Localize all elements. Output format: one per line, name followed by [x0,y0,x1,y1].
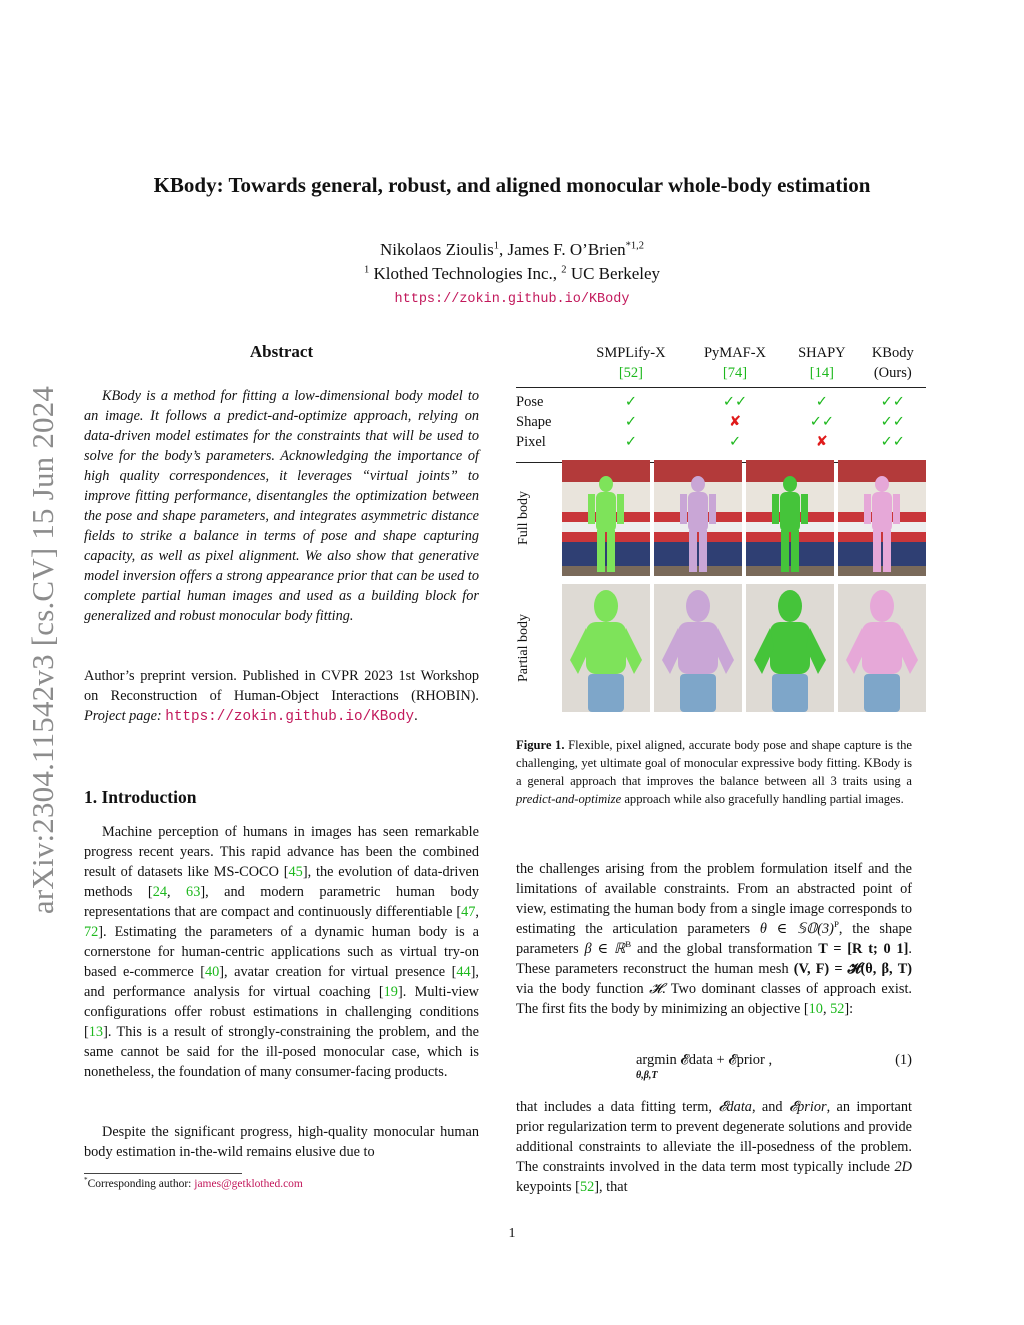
math-expression: 𝓗 [649,981,662,997]
abstract-text: KBody is a method for fitting a low-dimensional body model to an image. It follows a predict-and-optimize approach, relying on data-driven model estimates for the constraints that will be used to solve for the body’s parameters. Acknowledging the importance of high quality correspondences, it leverages “virtual joints” to improve fitting performance, disentangles the optimization between the pose and shape parameters, and integrates asymmetric distance fields to strike a balance in terms of pose and shape capturing capacity, as well as pixel alignment. We also show that generative model inversion offers a strong appearance prior that can be used to complete partial human images and used as a building block for generalized and robust monocular body fitting. [84,388,479,624]
partial-body-thumbnail [746,584,834,712]
overlay-torso [678,622,718,674]
text-run: ], that [594,1179,628,1195]
figure-row-label [512,584,536,712]
equation-subscript: θ,β,T [636,1070,658,1081]
citation-link[interactable]: 63 [186,884,201,900]
citation-link[interactable]: 19 [383,984,398,1000]
text-run: , [475,904,479,920]
overlay-shorts [772,674,808,712]
affiliation: Klothed Technologies Inc., [373,264,558,283]
row-label-text: Partial body [516,613,531,683]
citation-link[interactable]: 13 [88,1024,104,1040]
page-number: 1 [508,1226,516,1241]
text-run: keypoints [ [516,1179,580,1195]
text-run: , the shape parameters [516,921,912,957]
citation-link[interactable]: 72 [84,924,99,940]
footnote-mark: * [84,1176,88,1185]
check-mark: ✓✓ [809,414,835,430]
body-paragraph [516,859,912,1019]
overlay-head [783,476,797,492]
overlay-head [870,590,894,622]
text-run: ]. Estimating the parameters of a dynamic human body is a cornerstone for human-centric applications such as virtual try-on based e-commerce [ [84,924,479,980]
caption-label: Figure 1. [516,738,565,752]
method-header [860,343,926,388]
overlay-leg [699,530,707,572]
cross-mark: ✘ [784,432,859,463]
author-affil-mark: *1,2 [625,240,645,252]
partial-body-scene-image [562,584,650,712]
text-run: , and [751,1099,789,1115]
math-expression: β ∈ ℝ [584,941,626,957]
text-run: ]. This is a result of strongly-constraining the problem, and the same cannot be said for the ill-posed monocular case, which is nonetheless, the foundation of many consumer-facing products. [84,1024,479,1080]
table-row [516,412,926,432]
overlay-head [686,590,710,622]
table-corner [516,343,576,388]
method-header [686,343,784,388]
citation-link[interactable]: [14] [809,365,834,381]
email-link[interactable]: james@getklothed.com [194,1178,303,1190]
text-run: approach while also gracefully handling partial images. [621,792,904,806]
overlay-shorts [864,674,900,712]
check-mark: ✓✓ [860,432,926,463]
author-affil-mark: 1 [493,240,500,252]
overlay-leg [873,530,881,572]
project-page-end: . [414,708,418,724]
footnote-text: Corresponding author: [87,1178,195,1190]
text-run: Flexible, pixel aligned, accurate body pose and shape capture is the challenging, yet ultimate goal of monocular expressive body fitting. KBody is a general approach that improves the balance between all 3 traits using a [516,738,912,788]
figure-row-label [512,460,536,576]
overlay-torso [770,622,810,674]
overlay-arm [864,494,871,524]
footnote-rule [84,1173,242,1174]
text-run: ], and modern parametric human body representations that are compact and continuously differentiable [ [84,884,479,920]
text-run: ]. Multi-view configurations offer robust estimations in challenging conditions [ [84,984,479,1040]
citation-link[interactable]: 44 [456,964,471,980]
math-expression: θ ∈ 𝕊𝕆(3) [759,921,834,937]
check-mark: ✓✓ [880,414,905,430]
body-paragraph-2 [516,1097,912,1197]
author-line: Nikolaos Zioulis$^1$, James F. O’Brien$^{*1,2}$ [379,240,645,259]
check-mark: ✓✓ [722,394,748,410]
math-expression: 𝓔data [718,1099,752,1115]
full-body-scene-image [562,460,650,576]
text-run: , an important prior regularization term to prevent degenerate solutions and provide additional constraints to alleviate the ill-posedness of the problem. The constraints involved in the data term most typically include [516,1099,913,1175]
overlay-torso [872,492,892,532]
table-row [516,432,926,463]
math-expression: (V, F) = 𝓗(θ, β, T) [793,961,912,977]
affiliation: UC Berkeley [570,264,661,283]
row-label: Shape [516,414,552,430]
intro-paragraph-2: Despite the significant progress, high-quality monocular human body estimation in-the-wild remains elusive due to [84,1124,479,1160]
author-name: James F. O’Brien [507,240,626,259]
citation-link[interactable]: 45 [288,864,303,880]
overlay-arm [709,494,716,524]
emphasis: predict-and-optimize [516,792,622,806]
check-mark: ✓ [815,394,828,410]
section-heading: 1. Introduction [84,787,197,807]
text-run: ]: [844,1001,854,1017]
math-expression: T = [R t; 0 1] [818,941,909,957]
preprint-note [84,666,479,727]
text-run: , [166,884,187,900]
overlay-leg [781,530,789,572]
row-label-text: Full body [516,490,531,546]
overlay-head [778,590,802,622]
check-mark: ✓✓ [880,394,905,410]
overlay-arm [617,494,624,524]
method-header [784,343,859,388]
overlay-torso [862,622,902,674]
table-row [516,388,926,413]
arxiv-sidebar [25,360,60,940]
citation-link[interactable]: [52] [618,365,643,381]
overlay-arm [772,494,779,524]
full-body-thumbnail [746,460,834,576]
method-name: KBody [871,345,914,361]
footnote [84,1178,303,1190]
project-page-link[interactable]: https://zokin.github.io/KBody [165,709,415,725]
overlay-torso [586,622,626,674]
overlay-head [594,590,618,622]
full-body-scene-image [838,460,926,576]
text-run: ], the evolution of data-driven methods [ [84,864,480,900]
math-superscript: P [833,919,839,930]
math-expression: 2D [894,1159,912,1175]
overlay-leg [689,530,697,572]
text-run: and the global transformation [631,941,819,957]
citation-link[interactable]: 52 [830,1001,845,1017]
text-run: . Two dominant classes of approach exist. The first fits the body by minimizing an objective [ [516,981,912,1017]
row-label: Pose [516,394,544,410]
check-mark: ✓ [624,414,637,430]
overlay-arm [588,494,595,524]
equation-number: (1) [895,1052,912,1068]
intro-paragraph [84,822,479,1082]
partial-body-thumbnail [838,584,926,712]
text-run: that includes a data fitting term, [516,1099,719,1115]
text-run: . These parameters reconstruct the human mesh [516,941,912,977]
partial-body-thumbnail [654,584,742,712]
overlay-leg [607,530,615,572]
abstract-heading: Abstract [249,342,314,361]
overlay-leg [597,530,605,572]
overlay-head [875,476,889,492]
project-page-label: Project page: [84,708,162,724]
full-body-scene-image [746,460,834,576]
check-mark: ✓ [686,432,784,463]
check-mark: ✓ [576,432,686,463]
overlay-head [691,476,705,492]
overlay-torso [596,492,616,532]
cross-mark: ✘ [728,414,742,430]
comparison-table [516,343,926,463]
affil-mark: 2 [561,264,567,276]
method-name: SHAPY [798,345,846,361]
overlay-shorts [588,674,624,712]
overlay-arm [801,494,808,524]
overlay-leg [883,530,891,572]
full-body-scene-image [654,460,742,576]
text-run: Machine perception of humans in images has seen remarkable progress recent years. This rapid advance has been the combined result of datasets like MS-COCO [ [84,824,479,880]
method-note: (Ours) [873,365,912,381]
partial-body-scene-image [654,584,742,712]
figure-caption [516,736,912,808]
paper-title: KBody: Towards general, robust, and aligned monocular whole-body estimation [153,173,871,197]
partial-body-thumbnail [562,584,650,712]
arxiv-identifier: arXiv:2304.11542v3 [cs.CV] 15 Jun 2024 [25,385,60,915]
overlay-torso [688,492,708,532]
overlay-torso [780,492,800,532]
text-run: via the body function [516,981,650,997]
overlay-arm [680,494,687,524]
partial-body-scene-image [746,584,834,712]
citation-link[interactable]: 47 [461,904,476,920]
full-body-thumbnail [838,460,926,576]
math-expression: 𝓔prior [788,1099,827,1115]
partial-body-scene-image [838,584,926,712]
author-name: Nikolaos Zioulis [379,240,494,259]
math-superscript: B [625,939,632,950]
method-name: PyMAF-X [703,345,767,361]
overlay-shorts [680,674,716,712]
overlay-arm [893,494,900,524]
method-name: SMPLify-X [596,345,666,361]
overlay-leg [791,530,799,572]
text-run: the challenges arising from the problem formulation itself and the limitations of available constraints. From an abstracted point of view, estimating the human body from a single image corresponds to estimating the articulation parameters [516,861,912,937]
project-url[interactable]: https://zokin.github.io/KBody [394,292,630,307]
affil-mark: 1 [363,264,370,276]
citation-link[interactable]: [74] [722,365,748,381]
citation-link[interactable]: 52 [579,1179,595,1195]
method-header [576,343,686,388]
text-run: ], and performance analysis for virtual coaching [ [84,964,479,1000]
check-mark: ✓ [624,394,637,410]
citation-link[interactable]: 10 [808,1001,823,1017]
full-body-thumbnail [654,460,742,576]
citation-link[interactable]: 40 [204,964,220,980]
preprint-text: Author’s preprint version. Published in CVPR 2023 1st Workshop on Reconstruction of Human-Object Interactions (RHOBIN). [84,668,479,704]
text-run: , [822,1001,831,1017]
full-body-thumbnail [562,460,650,576]
row-label: Pixel [516,432,576,463]
equation-body: argmin 𝓔data + 𝓔prior , [636,1052,773,1068]
text-run: ], avatar creation for virtual presence [ [219,964,457,980]
overlay-head [599,476,613,492]
affiliation-line [0,264,1024,284]
citation-link[interactable]: 24 [152,884,167,900]
